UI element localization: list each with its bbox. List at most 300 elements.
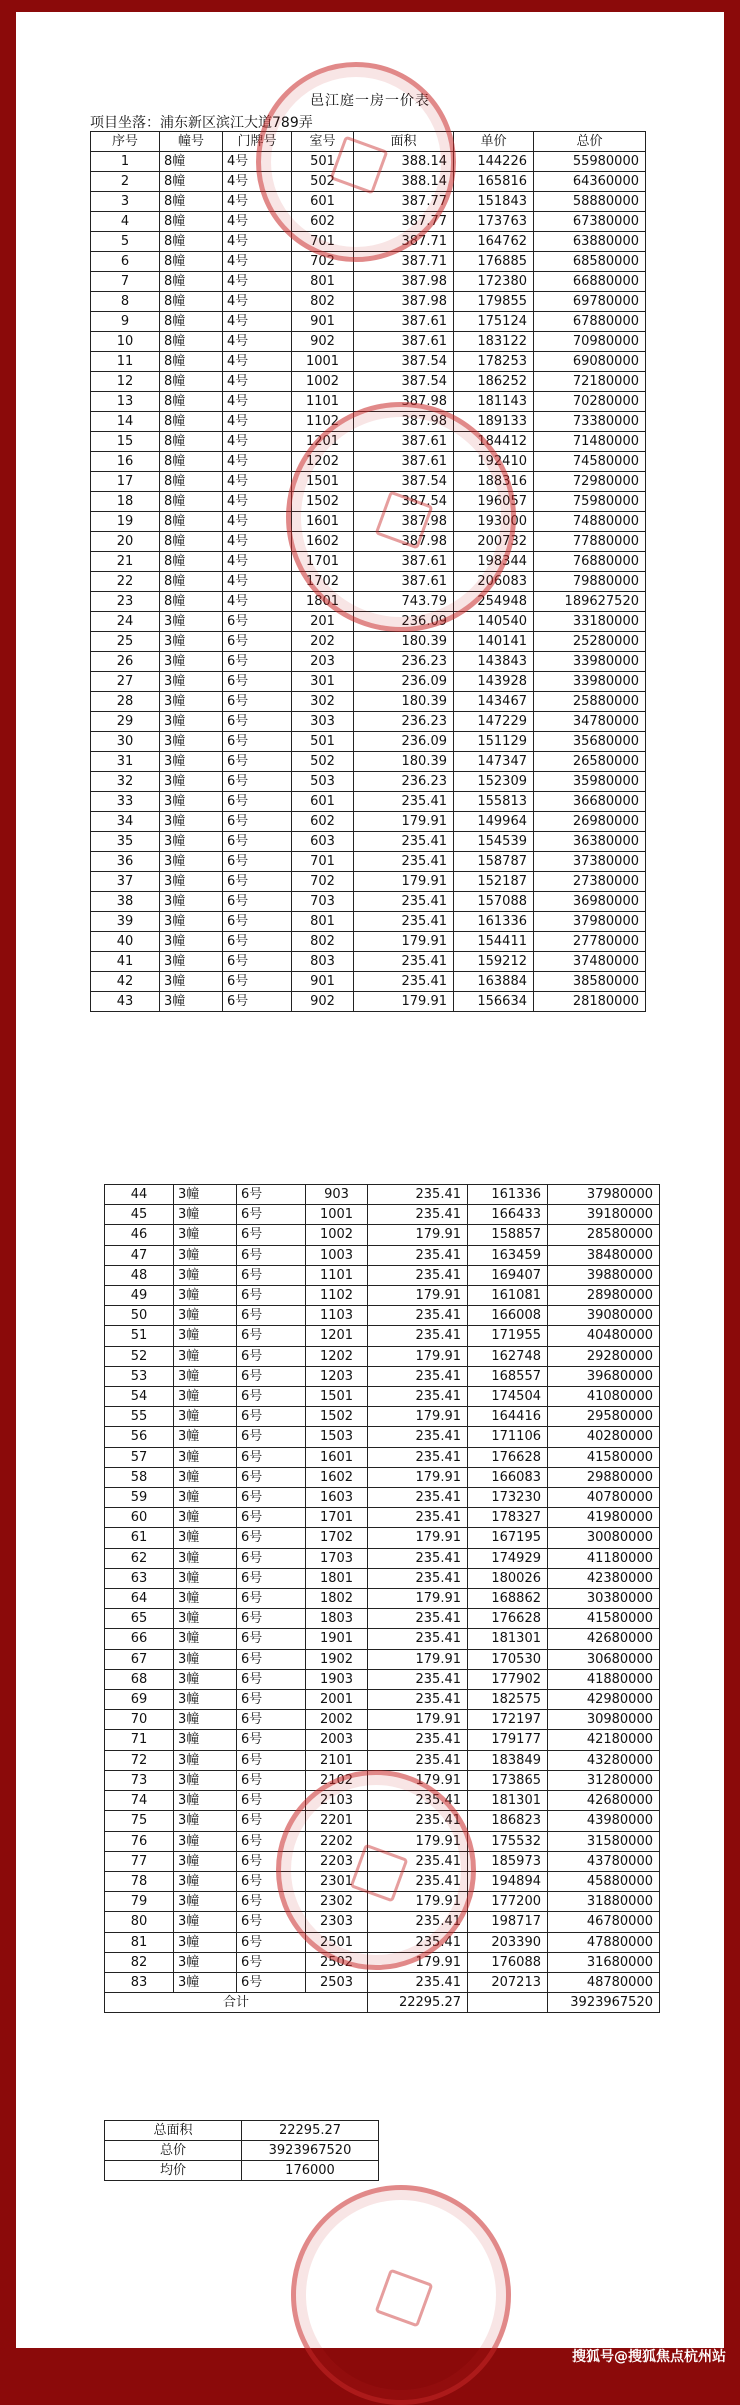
area-cell: 179.91 — [368, 1407, 468, 1427]
area-cell: 235.41 — [368, 1185, 468, 1205]
seq-cell: 38 — [91, 892, 160, 912]
room-cell: 802 — [292, 292, 354, 312]
unit-price-cell: 203390 — [468, 1932, 548, 1952]
table-row — [105, 1690, 660, 1710]
building-cell: 3幢 — [160, 772, 223, 792]
room-cell: 301 — [292, 672, 354, 692]
header-area-cell: 面积 — [354, 132, 454, 152]
total-price-cell: 67880000 — [534, 312, 646, 332]
room-cell: 1903 — [306, 1669, 368, 1689]
room-cell: 202 — [292, 632, 354, 652]
unit-price-cell: 164762 — [454, 232, 534, 252]
unit-price-cell: 198717 — [468, 1912, 548, 1932]
room-cell: 1202 — [306, 1346, 368, 1366]
unit-price-cell: 183849 — [468, 1750, 548, 1770]
door-cell: 4号 — [223, 512, 292, 532]
area-cell: 236.23 — [354, 712, 454, 732]
seq-cell: 7 — [91, 272, 160, 292]
total-price-cell: 69080000 — [534, 352, 646, 372]
total-price-cell: 39880000 — [548, 1265, 660, 1285]
building-cell: 8幢 — [160, 232, 223, 252]
table-row — [105, 1811, 660, 1831]
building-cell: 3幢 — [174, 1609, 237, 1629]
area-cell: 235.41 — [368, 1508, 468, 1528]
room-cell: 1203 — [306, 1366, 368, 1386]
building-cell: 3幢 — [160, 672, 223, 692]
building-cell: 8幢 — [160, 252, 223, 272]
table-row — [91, 992, 646, 1012]
area-cell: 387.61 — [354, 572, 454, 592]
total-price-cell: 69780000 — [534, 292, 646, 312]
table-row — [91, 672, 646, 692]
table-row — [91, 852, 646, 872]
table-row — [105, 1649, 660, 1669]
room-cell: 1802 — [306, 1589, 368, 1609]
table-row — [105, 1286, 660, 1306]
door-cell: 4号 — [223, 152, 292, 172]
door-cell: 6号 — [223, 652, 292, 672]
seq-cell: 81 — [105, 1932, 174, 1952]
total-price-cell: 70280000 — [534, 392, 646, 412]
table-row — [91, 792, 646, 812]
room-cell: 1701 — [292, 552, 354, 572]
table-row — [105, 1710, 660, 1730]
table-row — [105, 1609, 660, 1629]
total-price-cell: 41980000 — [548, 1508, 660, 1528]
building-cell: 3幢 — [174, 1427, 237, 1447]
unit-price-cell: 157088 — [454, 892, 534, 912]
unit-price-cell: 196057 — [454, 492, 534, 512]
total-price-cell: 63880000 — [534, 232, 646, 252]
building-cell: 3幢 — [160, 652, 223, 672]
door-cell: 4号 — [223, 192, 292, 212]
area-cell: 387.61 — [354, 312, 454, 332]
door-cell: 6号 — [237, 1791, 306, 1811]
unit-price-cell: 254948 — [454, 592, 534, 612]
seq-cell: 3 — [91, 192, 160, 212]
total-price-cell: 27380000 — [534, 872, 646, 892]
area-cell: 179.91 — [368, 1892, 468, 1912]
price-sheet-page-1 — [16, 12, 724, 1130]
unit-price-cell: 192410 — [454, 452, 534, 472]
seq-cell: 39 — [91, 912, 160, 932]
door-cell: 6号 — [223, 972, 292, 992]
table-row — [91, 972, 646, 992]
seq-cell: 70 — [105, 1710, 174, 1730]
building-cell: 3幢 — [174, 1589, 237, 1609]
building-cell: 3幢 — [160, 792, 223, 812]
building-cell: 8幢 — [160, 572, 223, 592]
area-cell: 235.41 — [368, 1447, 468, 1467]
total-price-cell: 72180000 — [534, 372, 646, 392]
room-cell: 1601 — [292, 512, 354, 532]
room-cell: 2503 — [306, 1972, 368, 1992]
total-price: 3923967520 — [548, 1993, 660, 2013]
unit-price-cell: 189133 — [454, 412, 534, 432]
door-cell: 6号 — [237, 1205, 306, 1225]
area-cell: 387.54 — [354, 372, 454, 392]
summary-label: 均价 — [105, 2161, 242, 2181]
building-cell: 3幢 — [174, 1750, 237, 1770]
unit-price-cell: 170530 — [468, 1649, 548, 1669]
building-cell: 8幢 — [160, 292, 223, 312]
building-cell: 3幢 — [174, 1851, 237, 1871]
door-cell: 4号 — [223, 372, 292, 392]
table-row — [105, 1366, 660, 1386]
seq-cell: 74 — [105, 1791, 174, 1811]
room-cell: 203 — [292, 652, 354, 672]
building-cell: 3幢 — [174, 1205, 237, 1225]
area-cell: 235.41 — [368, 1669, 468, 1689]
total-price-cell: 37380000 — [534, 852, 646, 872]
table-row — [105, 1892, 660, 1912]
seq-cell: 47 — [105, 1245, 174, 1265]
room-cell: 901 — [292, 312, 354, 332]
seq-cell: 50 — [105, 1306, 174, 1326]
building-cell: 3幢 — [174, 1528, 237, 1548]
seq-cell: 24 — [91, 612, 160, 632]
total-price-cell: 38580000 — [534, 972, 646, 992]
seq-cell: 17 — [91, 472, 160, 492]
total-price-cell: 48780000 — [548, 1972, 660, 1992]
unit-price-cell: 181301 — [468, 1629, 548, 1649]
unit-price-cell: 181143 — [454, 392, 534, 412]
table-row — [91, 432, 646, 452]
room-cell: 1002 — [306, 1225, 368, 1245]
unit-price-cell: 174929 — [468, 1548, 548, 1568]
total-price-cell: 66880000 — [534, 272, 646, 292]
total-price-cell: 39680000 — [548, 1366, 660, 1386]
building-cell: 8幢 — [160, 512, 223, 532]
unit-price-cell: 152309 — [454, 772, 534, 792]
door-cell: 6号 — [237, 1508, 306, 1528]
total-price-cell: 28980000 — [548, 1286, 660, 1306]
table-row — [91, 152, 646, 172]
seq-cell: 77 — [105, 1851, 174, 1871]
building-cell: 3幢 — [160, 692, 223, 712]
door-cell: 4号 — [223, 312, 292, 332]
seq-cell: 27 — [91, 672, 160, 692]
unit-price-cell: 161336 — [454, 912, 534, 932]
area-cell: 235.41 — [368, 1568, 468, 1588]
door-cell: 4号 — [223, 232, 292, 252]
table-row — [91, 952, 646, 972]
building-cell: 3幢 — [174, 1225, 237, 1245]
seq-cell: 54 — [105, 1387, 174, 1407]
seq-cell: 71 — [105, 1730, 174, 1750]
room-cell: 601 — [292, 192, 354, 212]
seq-cell: 60 — [105, 1508, 174, 1528]
area-cell: 387.61 — [354, 452, 454, 472]
building-cell: 3幢 — [160, 852, 223, 872]
unit-price-cell: 168557 — [468, 1366, 548, 1386]
total-price-cell: 26580000 — [534, 752, 646, 772]
area-cell: 235.41 — [368, 1871, 468, 1891]
seq-cell: 5 — [91, 232, 160, 252]
seq-cell: 75 — [105, 1811, 174, 1831]
building-cell: 3幢 — [174, 1488, 237, 1508]
summary-row — [105, 2141, 379, 2161]
watermark: 搜狐号@搜狐焦点杭州站 — [572, 2349, 726, 2365]
seq-cell: 79 — [105, 1892, 174, 1912]
seq-cell: 64 — [105, 1589, 174, 1609]
table-row — [105, 1750, 660, 1770]
table-row — [91, 472, 646, 492]
door-cell: 6号 — [237, 1387, 306, 1407]
official-seal — [291, 2185, 511, 2405]
seq-cell: 31 — [91, 752, 160, 772]
price-sheet-page-2 — [16, 1130, 724, 2348]
header-total-price-cell: 总价 — [534, 132, 646, 152]
table-row — [91, 832, 646, 852]
total-price-cell: 29280000 — [548, 1346, 660, 1366]
seq-cell: 46 — [105, 1225, 174, 1245]
summary-row — [105, 2121, 379, 2141]
building-cell: 3幢 — [160, 932, 223, 952]
total-price-cell: 40280000 — [548, 1427, 660, 1447]
door-cell: 6号 — [223, 732, 292, 752]
room-cell: 2501 — [306, 1932, 368, 1952]
unit-price-cell: 143843 — [454, 652, 534, 672]
summary-value: 3923967520 — [242, 2141, 379, 2161]
table-row — [105, 1770, 660, 1790]
total-price-cell: 30080000 — [548, 1528, 660, 1548]
table-row — [91, 612, 646, 632]
area-cell: 235.41 — [354, 792, 454, 812]
total-price-cell: 39180000 — [548, 1205, 660, 1225]
unit-price-cell: 173865 — [468, 1770, 548, 1790]
area-cell: 387.98 — [354, 512, 454, 532]
table-row — [105, 1548, 660, 1568]
door-cell: 6号 — [223, 932, 292, 952]
room-cell: 2103 — [306, 1791, 368, 1811]
table-row — [105, 1467, 660, 1487]
table-row — [91, 492, 646, 512]
total-price-cell: 41180000 — [548, 1548, 660, 1568]
seq-cell: 80 — [105, 1912, 174, 1932]
door-cell: 4号 — [223, 472, 292, 492]
area-cell: 387.77 — [354, 192, 454, 212]
building-cell: 3幢 — [174, 1811, 237, 1831]
seq-cell: 41 — [91, 952, 160, 972]
seq-cell: 21 — [91, 552, 160, 572]
door-cell: 6号 — [237, 1286, 306, 1306]
building-cell: 8幢 — [160, 532, 223, 552]
unit-price-cell: 188316 — [454, 472, 534, 492]
area-cell: 235.41 — [368, 1427, 468, 1447]
area-cell: 387.54 — [354, 352, 454, 372]
table-row — [91, 512, 646, 532]
unit-price-cell: 143928 — [454, 672, 534, 692]
seq-cell: 19 — [91, 512, 160, 532]
unit-price-cell: 149964 — [454, 812, 534, 832]
seq-cell: 78 — [105, 1871, 174, 1891]
unit-price-cell: 151129 — [454, 732, 534, 752]
room-cell: 2203 — [306, 1851, 368, 1871]
building-cell: 8幢 — [160, 432, 223, 452]
room-cell: 702 — [292, 252, 354, 272]
table-row — [91, 452, 646, 472]
door-cell: 6号 — [237, 1366, 306, 1386]
room-cell: 502 — [292, 172, 354, 192]
total-price-cell: 42980000 — [548, 1690, 660, 1710]
building-cell: 3幢 — [174, 1952, 237, 1972]
table-row — [91, 192, 646, 212]
seq-cell: 40 — [91, 932, 160, 952]
seq-cell: 67 — [105, 1649, 174, 1669]
building-cell: 8幢 — [160, 312, 223, 332]
room-cell: 902 — [292, 992, 354, 1012]
room-cell: 1003 — [306, 1245, 368, 1265]
building-cell: 3幢 — [174, 1730, 237, 1750]
area-cell: 387.71 — [354, 252, 454, 272]
table-row — [91, 412, 646, 432]
table-row — [105, 1346, 660, 1366]
total-price-cell: 74580000 — [534, 452, 646, 472]
table-row — [91, 532, 646, 552]
building-cell: 3幢 — [174, 1346, 237, 1366]
unit-price-cell: 176885 — [454, 252, 534, 272]
room-cell: 1702 — [292, 572, 354, 592]
building-cell: 8幢 — [160, 452, 223, 472]
door-cell: 6号 — [223, 692, 292, 712]
building-cell: 8幢 — [160, 152, 223, 172]
area-cell: 236.23 — [354, 772, 454, 792]
total-price-cell: 41580000 — [548, 1447, 660, 1467]
table-row — [91, 172, 646, 192]
total-price-cell: 77880000 — [534, 532, 646, 552]
room-cell: 1001 — [292, 352, 354, 372]
seq-cell: 45 — [105, 1205, 174, 1225]
area-cell: 387.98 — [354, 412, 454, 432]
door-cell: 6号 — [223, 992, 292, 1012]
unit-price-cell: 163459 — [468, 1245, 548, 1265]
seq-cell: 25 — [91, 632, 160, 652]
total-price-cell: 47880000 — [548, 1932, 660, 1952]
total-price-cell: 42380000 — [548, 1568, 660, 1588]
table-row — [91, 912, 646, 932]
seq-cell: 72 — [105, 1750, 174, 1770]
seq-cell: 48 — [105, 1265, 174, 1285]
table-row — [91, 372, 646, 392]
room-cell: 501 — [292, 152, 354, 172]
total-price-cell: 73380000 — [534, 412, 646, 432]
room-cell: 1503 — [306, 1427, 368, 1447]
door-cell: 6号 — [237, 1467, 306, 1487]
seq-cell: 49 — [105, 1286, 174, 1306]
door-cell: 6号 — [237, 1649, 306, 1669]
door-cell: 4号 — [223, 412, 292, 432]
room-cell: 1701 — [306, 1508, 368, 1528]
door-cell: 4号 — [223, 592, 292, 612]
seq-cell: 14 — [91, 412, 160, 432]
total-price-cell: 36380000 — [534, 832, 646, 852]
room-cell: 2502 — [306, 1952, 368, 1972]
table-row — [105, 1932, 660, 1952]
area-cell: 179.91 — [368, 1528, 468, 1548]
seq-cell: 57 — [105, 1447, 174, 1467]
table-row — [105, 1508, 660, 1528]
door-cell: 6号 — [237, 1730, 306, 1750]
table-row — [91, 692, 646, 712]
room-cell: 1602 — [292, 532, 354, 552]
door-cell: 6号 — [237, 1690, 306, 1710]
unit-price-cell: 166008 — [468, 1306, 548, 1326]
building-cell: 3幢 — [160, 612, 223, 632]
seq-cell: 1 — [91, 152, 160, 172]
total-price-cell: 70980000 — [534, 332, 646, 352]
table-row — [91, 932, 646, 952]
door-cell: 6号 — [237, 1952, 306, 1972]
room-cell: 2002 — [306, 1710, 368, 1730]
total-price-cell: 46780000 — [548, 1912, 660, 1932]
table-row — [91, 872, 646, 892]
total-price-cell: 72980000 — [534, 472, 646, 492]
table-row — [105, 1265, 660, 1285]
room-cell: 502 — [292, 752, 354, 772]
building-cell: 3幢 — [174, 1932, 237, 1952]
unit-price-cell: 177200 — [468, 1892, 548, 1912]
door-cell: 6号 — [223, 712, 292, 732]
building-cell: 3幢 — [160, 972, 223, 992]
unit-price-cell: 174504 — [468, 1387, 548, 1407]
area-cell: 743.79 — [354, 592, 454, 612]
seq-cell: 51 — [105, 1326, 174, 1346]
unit-price-cell: 173763 — [454, 212, 534, 232]
room-cell: 1103 — [306, 1306, 368, 1326]
unit-price-cell: 172380 — [454, 272, 534, 292]
area-cell: 235.41 — [368, 1387, 468, 1407]
unit-price-cell: 144226 — [454, 152, 534, 172]
seq-cell: 4 — [91, 212, 160, 232]
total-price-cell: 75980000 — [534, 492, 646, 512]
total-price-cell: 25280000 — [534, 632, 646, 652]
total-price-cell: 42680000 — [548, 1629, 660, 1649]
door-cell: 6号 — [223, 852, 292, 872]
seq-cell: 55 — [105, 1407, 174, 1427]
total-price-cell: 36680000 — [534, 792, 646, 812]
table-row — [105, 1326, 660, 1346]
unit-price-cell: 156634 — [454, 992, 534, 1012]
unit-price-cell: 167195 — [468, 1528, 548, 1548]
room-cell: 503 — [292, 772, 354, 792]
table-row — [91, 552, 646, 572]
unit-price-cell: 181301 — [468, 1791, 548, 1811]
unit-price-cell: 176628 — [468, 1447, 548, 1467]
building-cell: 8幢 — [160, 372, 223, 392]
door-cell: 6号 — [223, 772, 292, 792]
area-cell: 387.54 — [354, 492, 454, 512]
seq-cell: 73 — [105, 1770, 174, 1790]
seq-cell: 53 — [105, 1366, 174, 1386]
building-cell: 3幢 — [160, 632, 223, 652]
building-cell: 8幢 — [160, 472, 223, 492]
room-cell: 2202 — [306, 1831, 368, 1851]
door-cell: 4号 — [223, 552, 292, 572]
room-cell: 1702 — [306, 1528, 368, 1548]
unit-price-cell: 207213 — [468, 1972, 548, 1992]
table-row — [91, 392, 646, 412]
area-cell: 179.91 — [368, 1589, 468, 1609]
unit-price-cell: 175532 — [468, 1831, 548, 1851]
table-row — [105, 1185, 660, 1205]
seq-cell: 42 — [91, 972, 160, 992]
building-cell: 8幢 — [160, 332, 223, 352]
area-cell: 235.41 — [368, 1326, 468, 1346]
room-cell: 703 — [292, 892, 354, 912]
total-price-cell: 35980000 — [534, 772, 646, 792]
table-row — [105, 1912, 660, 1932]
